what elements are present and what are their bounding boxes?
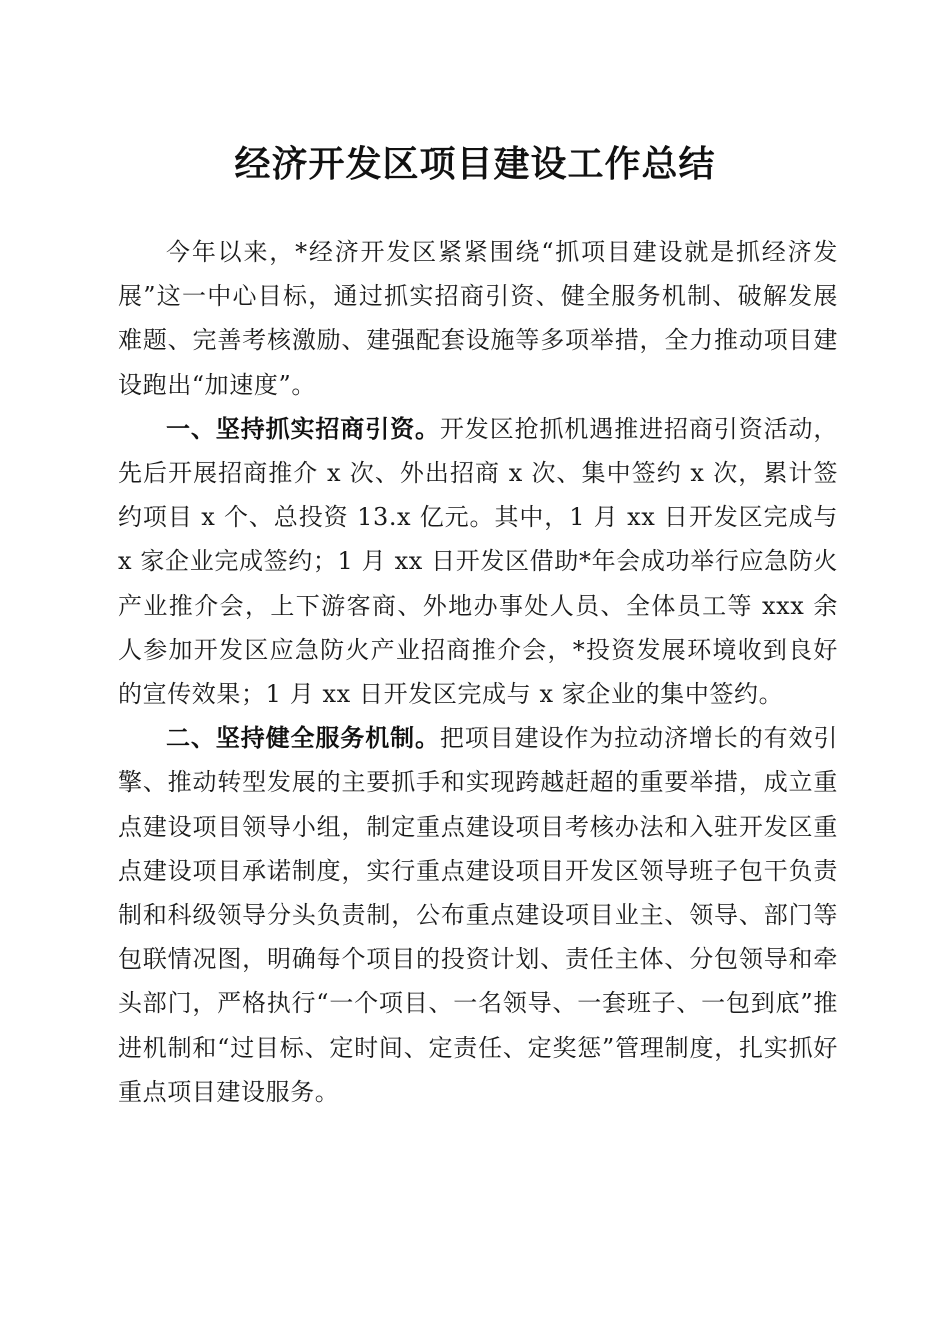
paragraph-intro (118, 230, 838, 407)
section-2-heading: 二、坚持健全服务机制。 (166, 724, 440, 753)
section-1-text: 开发区抢抓机遇推进招商引资活动，先后开展招商推介 x 次、外出招商 x 次、集中签约 x 次，累计签约项目 x 个、总投资 13.x 亿元。其中，1 月 xx 日开发区完成与 x 家企业完成签约；1 月 xx 日开发区借助*年会成功举行应急防火产业推介会，上下游客商、外地办事处人员、全体员工等 xxx 余人参加开发区应急防火产业招商推介会，*投资发展环境收到良好的宣传效果；1 月 xx 日开发区完成与 x 家企业的集中签约。 (118, 414, 838, 709)
section-2-text: 把项目建设作为拉动济增长的有效引擎、推动转型发展的主要抓手和实现跨越赶超的重要举措，成立重点建设项目领导小组，制定重点建设项目考核办法和入驻开发区重点建设项目承诺制度，实行重点建设项目开发区领导班子包干负责制和科级领导分头负责制，公布重点建设项目业主、领导、部门等包联情况图，明确每个项目的投资计划、责任主体、分包领导和牵头部门，严格执行“一个项目、一名领导、一套班子、一包到底”推进机制和“过目标、定时间、定责任、定奖惩”管理制度，扎实抓好重点项目建设服务。 (118, 724, 838, 1106)
paragraph-intro-text: 今年以来，*经济开发区紧紧围绕“抓项目建设就是抓经济发展”这一中心目标，通过抓实招商引资、健全服务机制、破解发展难题、完善考核激励、建强配套设施等多项举措，全力推动项目建设跑出“加速度”。 (118, 238, 838, 399)
document-title: 经济开发区项目建设工作总结 (234, 143, 716, 185)
paragraph-section-2 (118, 716, 838, 1114)
paragraph-section-1 (118, 407, 838, 716)
section-1-heading: 一、坚持抓实招商引资。 (166, 414, 440, 443)
document-body (118, 230, 838, 1114)
